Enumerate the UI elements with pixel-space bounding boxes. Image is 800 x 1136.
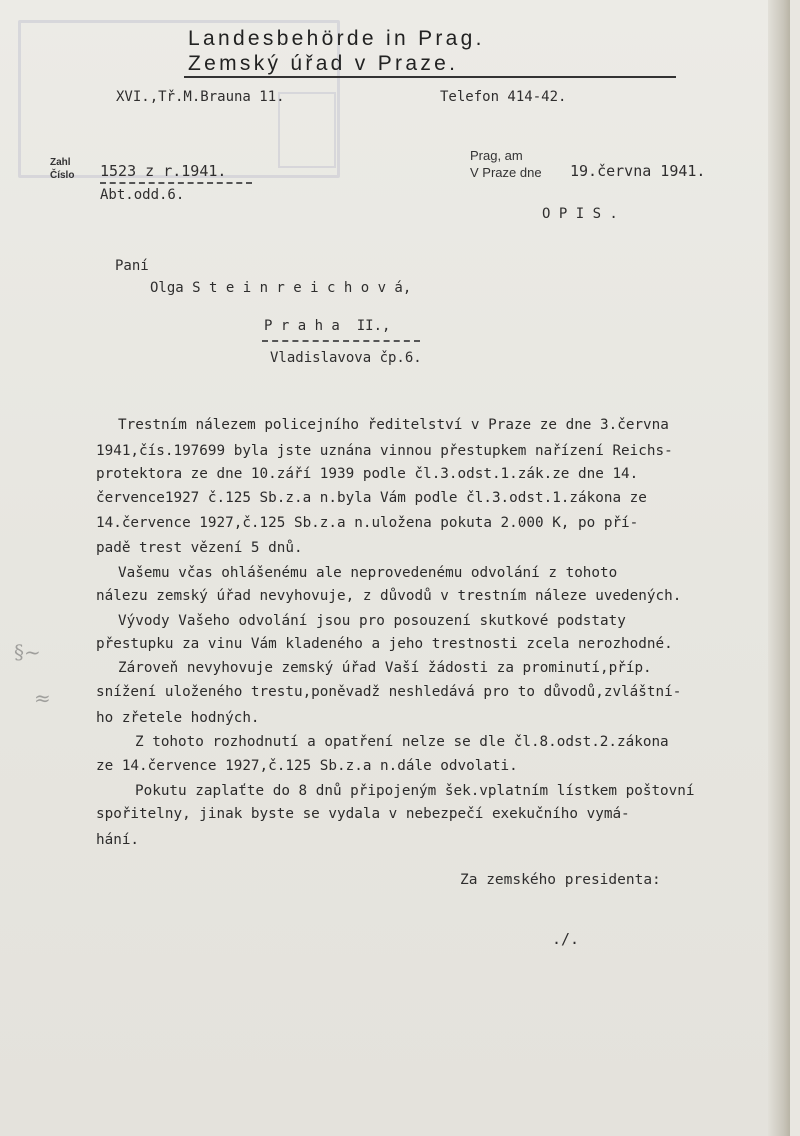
body-line: Vývody Vašeho odvolání jsou pro posouzení skutkové podstaty [118, 613, 626, 629]
body-line: snížení uloženého trestu,poněvadž neshledává pro to důvodů,zvláštní- [96, 684, 682, 700]
reference-number: 1523 z r.1941. [100, 162, 227, 180]
city-rule [262, 340, 420, 342]
letterhead-rule [184, 76, 676, 78]
body-line: přestupku za vinu Vám kladeného a jeho trestnosti zcela nerozhodné. [96, 636, 673, 652]
body-line: spořitelny, jinak byste se vydala v nebezpečí exekučního vymá- [96, 806, 630, 822]
body-line: padě trest vězení 5 dnů. [96, 540, 303, 556]
addressee-street: Vladislavova čp.6. [270, 350, 422, 366]
addressee-name: Olga S t e i n r e i c h o v á, [150, 280, 412, 296]
margin-scribble: §~ [14, 640, 41, 664]
letterhead-title-de: Landesbehörde in Prag. [188, 27, 485, 50]
margin-scribble: ≈ [34, 686, 51, 710]
addressee-city: P r a h a II., [264, 318, 391, 334]
body-line: července1927 č.125 Sb.z.a n.byla Vám podle čl.3.odst.1.zákona ze [96, 490, 647, 506]
date-label-de: Prag, am [470, 148, 523, 163]
signature-mark: ./. [552, 930, 580, 948]
letterhead-title-cz: Zemský úřad v Praze. [188, 52, 459, 75]
body-line: ho zřetele hodných. [96, 710, 260, 726]
body-line: protektora ze dne 10.září 1939 podle čl.3.odst.1.zák.ze dne 14. [96, 466, 639, 482]
office-address: XVI.,Tř.M.Brauna 11. [116, 89, 285, 105]
reference-rule [100, 182, 252, 184]
copy-mark: O P I S . [542, 206, 618, 222]
faded-stamp-inner [278, 92, 336, 168]
date-label-cz: V Praze dne [470, 165, 542, 180]
office-phone: Telefon 414-42. [440, 89, 567, 105]
letter-date: 19.června 1941. [570, 162, 706, 180]
body-line: ze 14.července 1927,č.125 Sb.z.a n.dále odvolati. [96, 758, 518, 774]
body-line: 14.července 1927,č.125 Sb.z.a n.uložena pokuta 2.000 K, po pří- [96, 515, 639, 531]
body-line: nálezu zemský úřad nevyhovuje, z důvodů v trestním nálezе uvedených. [96, 588, 682, 604]
reference-label-de: Zahl [50, 157, 71, 168]
body-line: Z tohoto rozhodnutí a opatření nelze se dle čl.8.odst.2.zákona [135, 734, 669, 750]
body-line: 1941,čís.197699 byla jste uznána vinnou přestupkem nařízení Reichs- [96, 443, 673, 459]
body-line: Pokutu zaplaťte do 8 dnů připojeným šek.vplatním lístkem poštovní [135, 783, 695, 799]
paper-edge [768, 0, 790, 1136]
body-line: hání. [96, 832, 140, 848]
signature-line: Za zemského presidenta: [460, 872, 661, 888]
department: Abt.odd.6. [100, 187, 185, 203]
body-line: Vašemu včas ohlášenému ale neprovedenému odvolání z tohoto [118, 565, 618, 581]
salutation: Paní [115, 258, 149, 274]
body-line: Zároveň nevyhovuje zemský úřad Vaší žádosti za prominutí,příp. [118, 660, 652, 676]
body-line: Trestním nálezem policejního ředitelství v Praze ze dne 3.června [118, 417, 669, 433]
reference-label-cz: Číslo [50, 170, 75, 181]
